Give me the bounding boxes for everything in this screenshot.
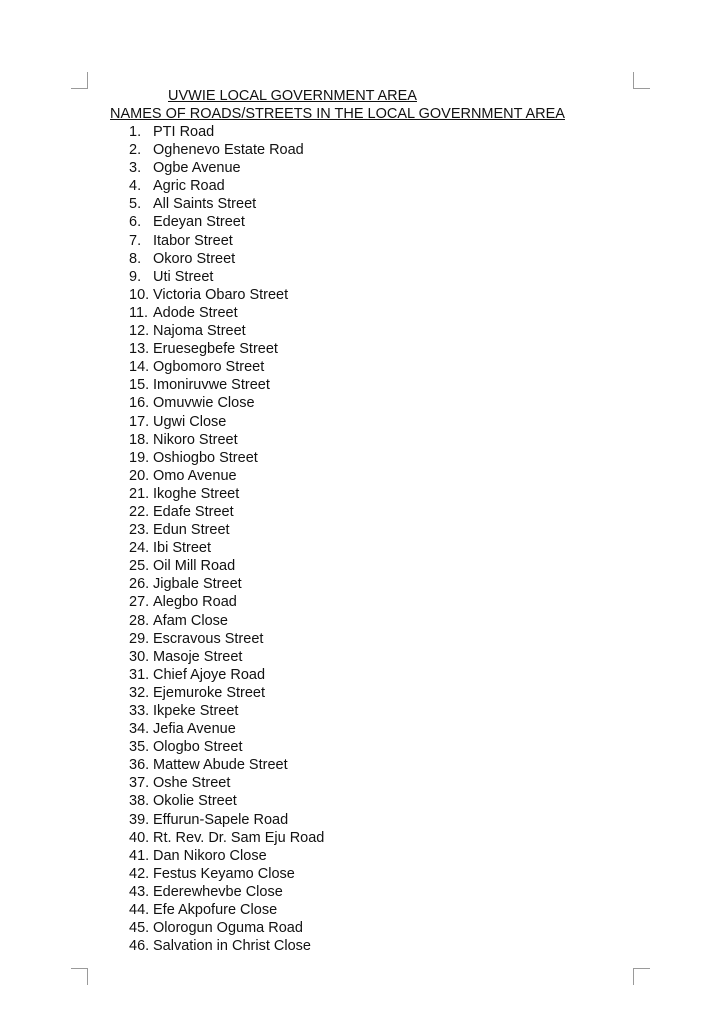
- road-name: Dan Nikoro Close: [153, 847, 267, 864]
- list-item-number: 11.: [129, 304, 149, 321]
- list-item: [129, 593, 324, 611]
- road-name: Victoria Obaro Street: [153, 286, 289, 303]
- list-item: [129, 720, 324, 738]
- list-item-number: 20.: [129, 467, 150, 484]
- list-item: [129, 431, 324, 449]
- list-item: [129, 304, 324, 322]
- list-item-number: 17.: [129, 413, 150, 430]
- list-item-number: 14.: [129, 359, 150, 376]
- road-name: PTI Road: [153, 124, 215, 140]
- list-item-number: 24.: [129, 540, 150, 557]
- road-list: [129, 123, 324, 955]
- road-name: Edafe Street: [153, 503, 234, 520]
- road-name: Agric Road: [153, 178, 225, 195]
- list-item: [129, 865, 324, 883]
- list-item: [129, 756, 324, 774]
- road-name: Okoro Street: [153, 250, 236, 267]
- list-item: [129, 177, 324, 195]
- road-name: Oshe Street: [153, 775, 231, 792]
- list-item-number: 38.: [129, 793, 150, 810]
- road-name: Ederewhevbe Close: [153, 883, 283, 900]
- list-item: [129, 792, 324, 810]
- list-item-number: 43.: [129, 883, 150, 900]
- road-name: Afam Close: [153, 612, 228, 629]
- road-name: Najoma Street: [153, 323, 246, 340]
- list-item: [129, 322, 324, 340]
- list-item-number: 37.: [129, 775, 150, 792]
- list-item: [129, 376, 324, 394]
- road-name: Ikpeke Street: [153, 703, 239, 719]
- list-item: [129, 575, 324, 593]
- road-name: Effurun-Sapele Road: [153, 811, 289, 828]
- road-name: Efe Akpofure Close: [153, 902, 278, 919]
- road-name: Festus Keyamo Close: [153, 865, 295, 882]
- list-item: [129, 340, 324, 358]
- road-name: Jigbale Street: [153, 576, 242, 593]
- list-item: [129, 413, 324, 431]
- list-item: [129, 684, 324, 702]
- road-name: Itabor Street: [153, 232, 233, 249]
- list-item: [129, 159, 324, 177]
- list-item: [129, 612, 324, 630]
- list-item: [129, 250, 324, 268]
- list-item-number: 6.: [129, 214, 142, 231]
- list-item-number: 10.: [129, 286, 150, 303]
- road-name: Ogbe Avenue: [153, 160, 241, 177]
- road-name: Chief Ajoye Road: [153, 666, 266, 683]
- list-item-number: 33.: [129, 703, 150, 719]
- road-name: Imoniruvwe Street: [153, 377, 270, 394]
- list-item: [129, 141, 324, 159]
- list-item: [129, 847, 324, 865]
- list-item-number: 25.: [129, 558, 150, 575]
- list-item-number: 45.: [129, 920, 150, 937]
- list-item: [129, 919, 324, 937]
- list-item-number: 29.: [129, 630, 150, 647]
- list-item-number: 46.: [129, 938, 150, 955]
- road-name: Ibi Street: [153, 540, 212, 557]
- list-item-number: 32.: [129, 684, 150, 701]
- list-item-number: 34.: [129, 721, 150, 738]
- road-name: Olorogun Oguma Road: [153, 920, 303, 937]
- list-item: [129, 539, 324, 557]
- road-name: Uti Street: [153, 268, 214, 285]
- list-item-number: 19.: [129, 449, 150, 466]
- list-item-number: 44.: [129, 902, 150, 919]
- list-item-number: 8.: [129, 250, 142, 267]
- road-name: Oil Mill Road: [153, 558, 236, 575]
- list-item-number: 21.: [129, 485, 150, 502]
- list-item-number: 36.: [129, 757, 150, 774]
- list-item: [129, 449, 324, 467]
- list-item-number: 41.: [129, 847, 150, 864]
- list-item: [129, 485, 324, 503]
- list-item-number: 15.: [129, 377, 150, 394]
- list-item: [129, 937, 324, 955]
- road-name: Okolie Street: [153, 793, 237, 810]
- list-item-number: 13.: [129, 341, 150, 358]
- list-item: [129, 232, 324, 250]
- list-item: [129, 213, 324, 231]
- list-item-number: 18.: [129, 431, 150, 448]
- list-item: [129, 268, 324, 286]
- list-item-number: 42.: [129, 865, 150, 882]
- road-name: Edun Street: [153, 522, 230, 539]
- margin-corner-mark-top-left: [71, 72, 88, 89]
- document-title: UVWIE LOCAL GOVERNMENT AREA: [168, 88, 417, 104]
- list-item: [129, 521, 324, 539]
- document-subtitle: NAMES OF ROADS/STREETS IN THE LOCAL GOVERNMENT AREA: [110, 106, 565, 122]
- road-name: Escravous Street: [153, 630, 264, 647]
- road-name: Adode Street: [153, 304, 238, 321]
- list-item: [129, 467, 324, 485]
- list-item-number: 30.: [129, 648, 150, 665]
- list-item-number: 2.: [129, 142, 142, 159]
- road-name: Oghenevo Estate Road: [153, 142, 304, 159]
- list-item: [129, 394, 324, 412]
- list-item-number: 23.: [129, 522, 150, 539]
- list-item-number: 31.: [129, 666, 150, 683]
- list-item: [129, 358, 324, 376]
- list-item: [129, 774, 324, 792]
- list-item: [129, 195, 324, 213]
- list-item-number: 1.: [129, 124, 142, 140]
- road-name: Salvation in Christ Close: [153, 938, 311, 955]
- list-item: [129, 702, 324, 720]
- road-name: Eruesegbefe Street: [153, 341, 278, 358]
- list-item-number: 22.: [129, 503, 150, 520]
- road-name: Ogbomoro Street: [153, 359, 265, 376]
- road-name: Edeyan Street: [153, 214, 245, 231]
- list-item-number: 4.: [129, 178, 142, 195]
- margin-corner-mark-bottom-left: [71, 968, 88, 985]
- road-name: Omo Avenue: [153, 467, 237, 484]
- road-name: Ugwi Close: [153, 413, 227, 430]
- road-name: Omuvwie Close: [153, 395, 255, 412]
- list-item-number: 28.: [129, 612, 150, 629]
- road-name: Ikoghe Street: [153, 485, 240, 502]
- list-item-number: 26.: [129, 576, 150, 593]
- list-item-number: 12.: [129, 323, 150, 340]
- list-item-number: 39.: [129, 811, 150, 828]
- list-item: [129, 811, 324, 829]
- list-item: [129, 829, 324, 847]
- road-name: Oshiogbo Street: [153, 449, 258, 466]
- road-name: Rt. Rev. Dr. Sam Eju Road: [153, 829, 325, 846]
- list-item-number: 40.: [129, 829, 150, 846]
- list-item: [129, 286, 324, 304]
- road-name: Nikoro Street: [153, 431, 238, 448]
- road-name: Ologbo Street: [153, 739, 243, 756]
- list-item-number: 5.: [129, 196, 142, 213]
- list-item-number: 16.: [129, 395, 150, 412]
- road-name: Ejemuroke Street: [153, 684, 266, 701]
- list-item: [129, 503, 324, 521]
- list-item: [129, 738, 324, 756]
- road-name: Masoje Street: [153, 648, 243, 665]
- margin-corner-mark-bottom-right: [633, 968, 650, 985]
- road-name: Mattew Abude Street: [153, 757, 288, 774]
- road-name: All Saints Street: [153, 196, 257, 213]
- list-item: [129, 648, 324, 666]
- list-item: [129, 630, 324, 648]
- list-item-number: 35.: [129, 739, 150, 756]
- list-item: [129, 666, 324, 684]
- list-item-number: 7.: [129, 232, 142, 249]
- list-item-number: 9.: [129, 268, 142, 285]
- list-item: [129, 557, 324, 575]
- road-name: Jefia Avenue: [153, 721, 236, 738]
- list-item: [129, 123, 324, 141]
- list-item-number: 27.: [129, 594, 150, 611]
- list-item: [129, 901, 324, 919]
- road-name: Alegbo Road: [153, 594, 237, 611]
- list-item-number: 3.: [129, 160, 142, 177]
- list-item: [129, 883, 324, 901]
